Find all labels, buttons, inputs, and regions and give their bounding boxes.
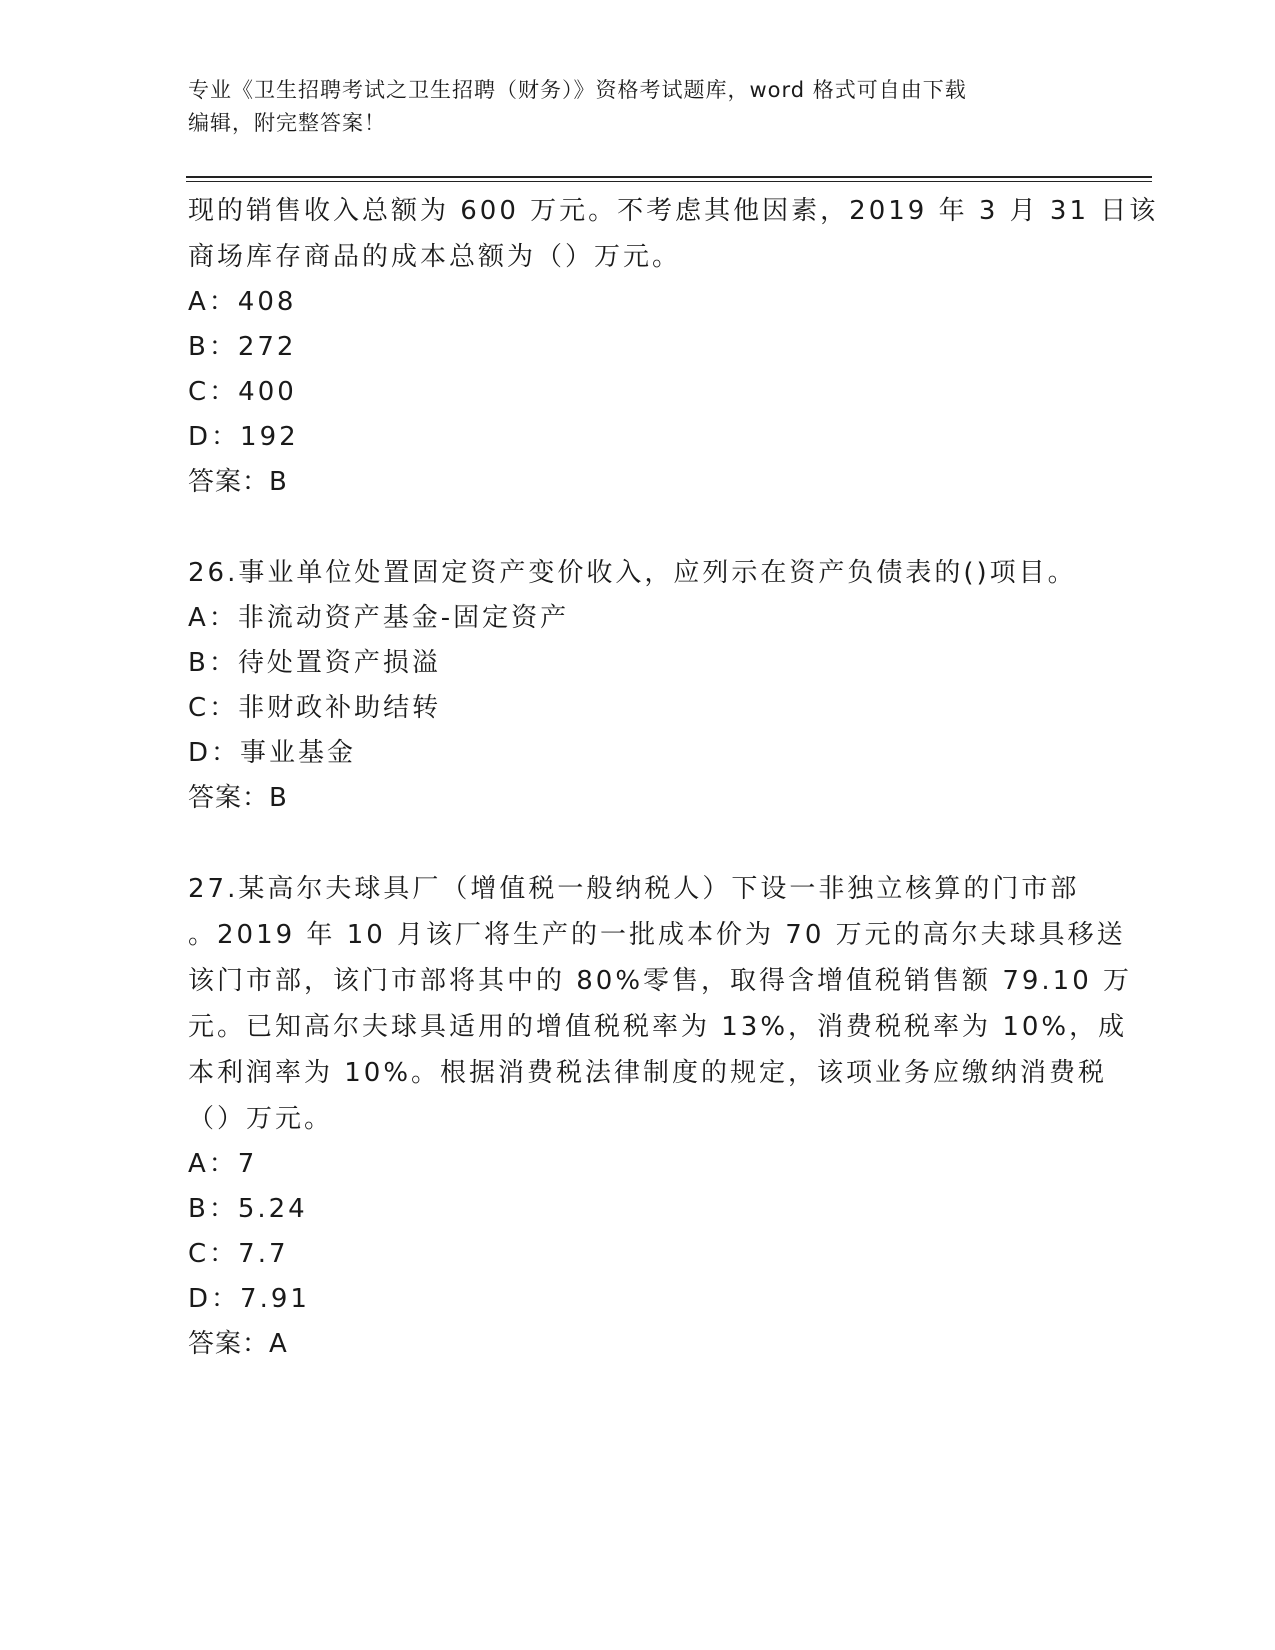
question-25-continued — [188, 188, 1159, 505]
question-27 — [188, 866, 1133, 1367]
question-stem-line: 现的销售收入总额为 600 万元。不考虑其他因素，2019 年 3 月 31 日该 — [188, 196, 1159, 226]
option-a: A：408 — [188, 287, 297, 317]
option-d: D：事业基金 — [188, 738, 357, 768]
option-c: C：7.7 — [188, 1239, 289, 1269]
spacer — [188, 821, 1088, 866]
page-header — [188, 74, 1088, 140]
question-stem-line: 商场库存商品的成本总额为（）万元。 — [188, 242, 682, 272]
header-divider — [186, 176, 1152, 182]
spacer — [188, 505, 1088, 550]
option-a: A：7 — [188, 1149, 258, 1179]
option-d: D：7.91 — [188, 1284, 310, 1314]
document-body — [188, 188, 1159, 1367]
question-stem-line: 元。已知高尔夫球具适用的增值税税率为 13%，消费税税率为 10%，成 — [188, 1012, 1128, 1042]
option-b: B：272 — [188, 332, 297, 362]
header-line-2: 编辑，附完整答案！ — [188, 111, 386, 135]
question-26 — [188, 550, 1088, 821]
answer-label: 答案：A — [188, 1329, 288, 1359]
header-line-1: 专业《卫生招聘考试之卫生招聘（财务）》资格考试题库，word 格式可自由下载 — [188, 78, 967, 102]
option-c: C：非财政补助结转 — [188, 693, 442, 723]
answer-label: 答案：B — [188, 467, 288, 497]
option-d: D：192 — [188, 422, 299, 452]
option-a: A：非流动资产基金-固定资产 — [188, 603, 570, 633]
question-stem-line: 。2019 年 10 月该厂将生产的一批成本价为 70 万元的高尔夫球具移送 — [188, 920, 1126, 950]
option-b: B：5.24 — [188, 1194, 308, 1224]
question-stem-line: 本利润率为 10%。根据消费税法律制度的规定，该项业务应缴纳消费税 — [188, 1058, 1108, 1088]
option-b: B：待处置资产损溢 — [188, 648, 441, 678]
question-stem-line: 26.事业单位处置固定资产变价收入，应列示在资产负债表的()项目。 — [188, 558, 1077, 588]
question-stem-line: 该门市部，该门市部将其中的 80%零售，取得含增值税销售额 79.10 万 — [188, 966, 1133, 996]
option-c: C：400 — [188, 377, 297, 407]
question-stem-line: 27.某高尔夫球具厂（增值税一般纳税人）下设一非独立核算的门市部 — [188, 874, 1080, 904]
question-stem-line: （）万元。 — [188, 1104, 334, 1134]
answer-label: 答案：B — [188, 783, 288, 813]
